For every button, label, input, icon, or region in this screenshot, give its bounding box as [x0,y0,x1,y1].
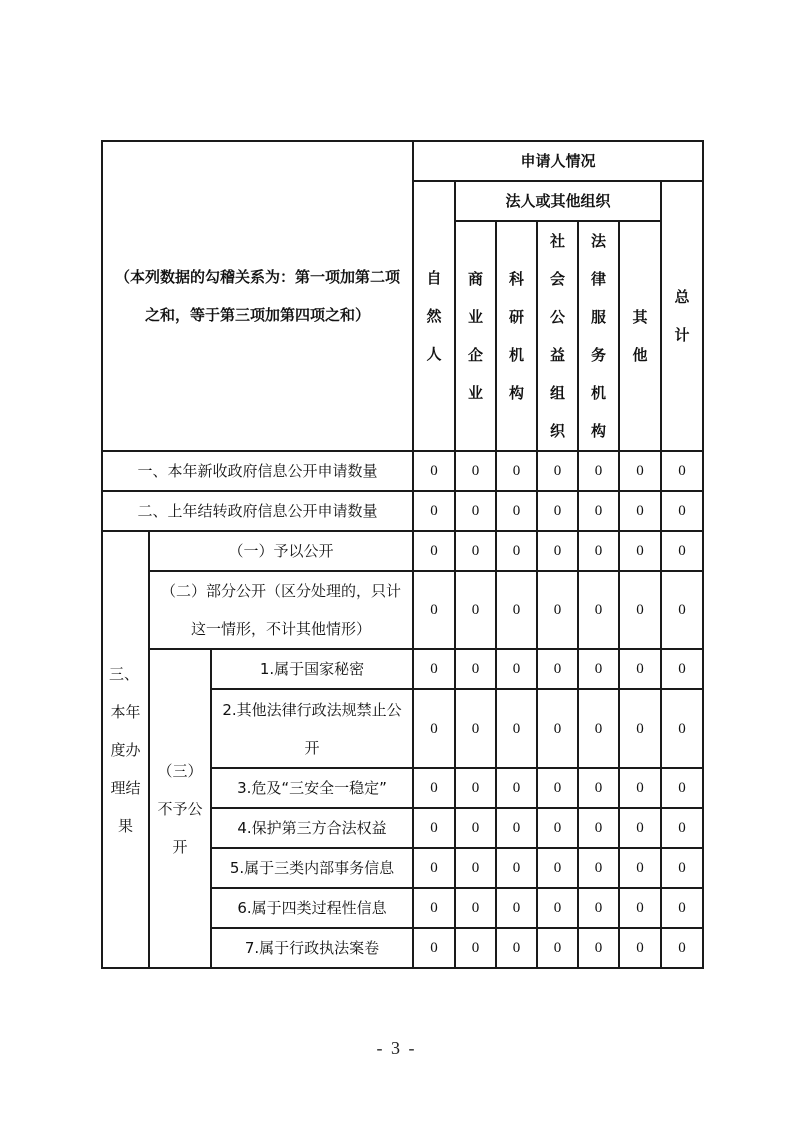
cell-value: 0 [578,689,619,768]
char: 商 [467,270,483,288]
char: 律 [590,270,606,288]
cell-value: 0 [661,848,703,888]
cell-value: 0 [496,808,537,848]
cell-value: 0 [619,571,661,649]
cell-value: 0 [661,531,703,571]
char: 企 [467,346,483,364]
section3-label [102,531,149,968]
row-label [149,571,413,649]
char: 计 [674,326,690,344]
cell-value: 0 [578,928,619,968]
cell-value: 0 [496,649,537,689]
cell-value: 0 [619,649,661,689]
cell-value: 0 [661,649,703,689]
col-header-other [619,221,661,451]
cell-value: 0 [496,531,537,571]
char: 自 [426,269,442,287]
cell-value: 0 [661,928,703,968]
cell-value: 0 [619,928,661,968]
char: 业 [467,308,483,326]
cell-value: 0 [413,848,455,888]
row-label: 5.属于三类内部事务信息 [211,848,413,888]
cell-value: 0 [661,768,703,808]
cell-value: 0 [413,649,455,689]
cell-value: 0 [537,649,578,689]
char: 他 [632,346,648,364]
char: 科 [508,270,524,288]
char: 总 [674,288,690,306]
not-open-label-line: 不予公 [157,799,203,818]
cell-value: 0 [455,888,496,928]
cell-value: 0 [619,689,661,768]
cell-value: 0 [496,491,537,531]
cell-value: 0 [661,808,703,848]
table-row [102,491,703,531]
cell-value: 0 [619,451,661,491]
cell-value: 0 [661,571,703,649]
char: 务 [590,346,606,364]
char: 机 [590,384,606,402]
cell-value: 0 [413,491,455,531]
table-row [102,451,703,491]
cell-value: 0 [413,888,455,928]
char: 法 [590,232,606,250]
col-header-legal-service [578,221,619,451]
col-header-natural-person [413,181,455,451]
section3-label-line: 三、 [109,664,140,683]
char: 公 [549,308,565,326]
cell-value: 0 [537,808,578,848]
cell-value: 0 [413,928,455,968]
char: 社 [549,232,565,250]
cell-value: 0 [455,571,496,649]
cell-value: 0 [619,768,661,808]
char: 业 [467,384,483,402]
cell-value: 0 [455,848,496,888]
cell-value: 0 [578,571,619,649]
cell-value: 0 [413,768,455,808]
cell-value: 0 [537,571,578,649]
cell-value: 0 [413,571,455,649]
reconciliation-note-line2: 之和，等于第三项加第四项之和） [144,306,370,324]
cell-value: 0 [619,808,661,848]
cell-value: 0 [537,491,578,531]
gov-info-disclosure-table [101,140,704,969]
col-header-total [661,181,703,451]
cell-value: 0 [578,768,619,808]
cell-value: 0 [413,689,455,768]
cell-value: 0 [619,848,661,888]
cell-value: 0 [537,451,578,491]
cell-value: 0 [496,689,537,768]
cell-value: 0 [578,451,619,491]
row-label-line: 这一情形，不计其他情形） [190,620,371,638]
legal-group-header: 法人或其他组织 [455,181,661,221]
reconciliation-note-cell [102,141,413,451]
cell-value: 0 [537,689,578,768]
section3-label-line: 理结 [110,778,141,797]
char: 益 [549,346,565,364]
cell-value: 0 [413,451,455,491]
cell-value: 0 [455,649,496,689]
cell-value: 0 [496,848,537,888]
char: 然 [426,307,442,325]
cell-value: 0 [413,531,455,571]
cell-value: 0 [537,928,578,968]
row-label: 一、本年新收政府信息公开申请数量 [102,451,413,491]
cell-value: 0 [537,531,578,571]
table-row [102,571,703,649]
cell-value: 0 [455,768,496,808]
col-header-business [455,221,496,451]
col-header-research [496,221,537,451]
cell-value: 0 [455,531,496,571]
row-label [211,689,413,768]
table-row [102,531,703,571]
row-label: 3.危及“三安全一稳定” [211,768,413,808]
cell-value: 0 [455,808,496,848]
cell-value: 0 [661,689,703,768]
char: 组 [549,384,565,402]
cell-value: 0 [661,451,703,491]
cell-value: 0 [537,848,578,888]
reconciliation-note-line1: （本列数据的勾稽关系为：第一项加第二项 [114,268,400,286]
cell-value: 0 [578,649,619,689]
char: 研 [508,308,524,326]
cell-value: 0 [496,571,537,649]
cell-value: 0 [537,768,578,808]
cell-value: 0 [496,888,537,928]
not-open-label [149,649,211,968]
row-label: 7.属于行政执法案卷 [211,928,413,968]
not-open-label-line: 开 [172,837,188,856]
char: 机 [508,346,524,364]
cell-value: 0 [619,888,661,928]
char: 构 [590,422,606,440]
table-row [102,649,703,689]
char: 织 [549,422,565,440]
cell-value: 0 [661,888,703,928]
cell-value: 0 [578,491,619,531]
row-label: 1.属于国家秘密 [211,649,413,689]
page-number: - 3 - [376,1038,417,1058]
section3-label-line: 本年 [110,702,141,721]
cell-value: 0 [496,768,537,808]
cell-value: 0 [578,531,619,571]
row-label: 二、上年结转政府信息公开申请数量 [102,491,413,531]
row-label-line: （二）部分公开（区分处理的，只计 [160,582,401,600]
cell-value: 0 [537,888,578,928]
cell-value: 0 [455,689,496,768]
section3-label-line: 度办 [110,740,141,759]
cell-value: 0 [578,888,619,928]
cell-value: 0 [496,451,537,491]
char: 其 [632,308,648,326]
cell-value: 0 [455,451,496,491]
col-header-public-welfare [537,221,578,451]
char: 人 [426,345,442,363]
applicant-group-header: 申请人情况 [413,141,703,181]
row-label-line: 2.其他法律行政法规禁止公 [222,700,402,719]
cell-value: 0 [578,848,619,888]
row-label: （一）予以公开 [149,531,413,571]
cell-value: 0 [619,491,661,531]
cell-value: 0 [661,491,703,531]
cell-value: 0 [619,531,661,571]
cell-value: 0 [496,928,537,968]
cell-value: 0 [413,808,455,848]
cell-value: 0 [455,491,496,531]
char: 会 [549,270,565,288]
not-open-label-line: （三） [157,761,203,780]
char: 构 [508,384,524,402]
section3-label-line: 果 [117,816,133,835]
row-label-line: 开 [304,738,320,757]
cell-value: 0 [578,808,619,848]
row-label: 4.保护第三方合法权益 [211,808,413,848]
char: 服 [590,308,606,326]
row-label: 6.属于四类过程性信息 [211,888,413,928]
cell-value: 0 [455,928,496,968]
